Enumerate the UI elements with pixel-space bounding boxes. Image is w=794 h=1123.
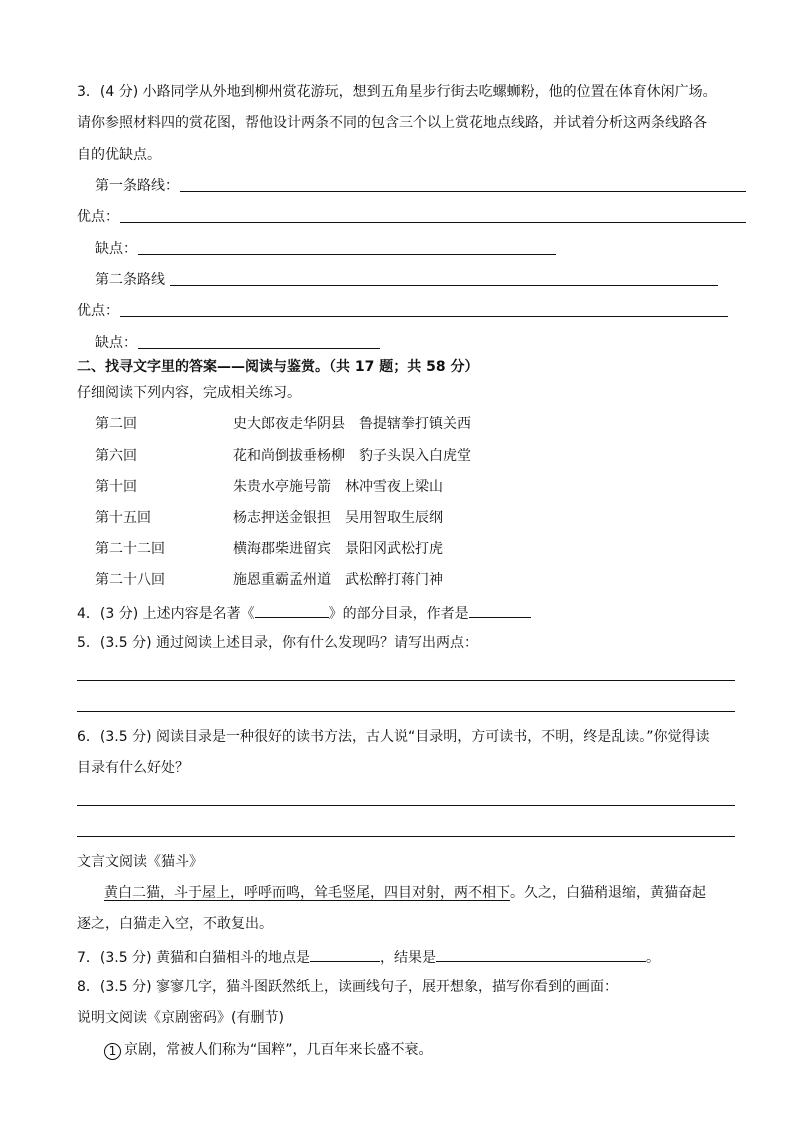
toc-title: 花和尚倒拔垂杨柳 豹子头误入白虎堂 [233,448,471,464]
route2-label: 第二条路线 [95,272,165,288]
q7-text [77,946,660,966]
q4-author-blank[interactable] [469,602,531,618]
q5-answer-line-1[interactable] [77,680,735,681]
route1-label: 第一条路线： [95,178,179,194]
q4-book-blank[interactable] [255,602,329,618]
toc-title: 横海郡柴进留宾 景阳冈武松打虎 [233,541,443,557]
cons2-label: 缺点： [95,335,137,351]
expository-title: 说明文阅读《京剧密码》(有删节) [77,1010,284,1026]
q4-text [77,602,531,622]
toc-chapter: 第六回 [95,448,137,464]
toc-chapter: 第二十二回 [95,541,165,557]
toc-chapter: 第十回 [95,479,137,495]
toc-row [0,446,794,466]
section-2-intro: 仔细阅读下列内容，完成相关练习。 [77,385,301,401]
q5-answer-line-2[interactable] [77,711,735,712]
toc-title: 史大郎夜走华阴县 鲁提辖拳打镇关西 [233,416,471,432]
q3-line-2: 请你参照材料四的赏花图，帮他设计两条不同的包含三个以上赏花地点线路，并试着分析这两条线路各 [77,115,707,131]
section-2-heading: 二、找寻文字里的答案——阅读与鉴赏。（共 17 题；共 58 分） [77,359,479,375]
toc-row [0,539,794,559]
toc-title: 朱贵水亭施号箭 林冲雪夜上梁山 [233,479,443,495]
underlined-sentence: 黄白二猫，斗于屋上，呼呼而鸣，耸毛竖尾，四目对射，两不相下 [104,885,510,901]
q6-line-1: 6．(3.5 分) 阅读目录是一种很好的读书方法，古人说“目录明，方可读书，不明，终是乱读。”你觉得读 [77,729,710,745]
expository-para-1-text: 京剧，常被人们称为“国粹”，几百年来长盛不衰。 [124,1042,433,1058]
pros2-answer-line[interactable] [120,316,728,317]
toc-row [0,508,794,528]
cons1-label: 缺点： [95,241,137,257]
q7-location-blank[interactable] [310,946,380,962]
q4-part-2: 》的部分目录，作者是 [328,606,469,622]
pros1-label: 优点： [77,209,119,225]
q4-part-1: 4．(3 分) 上述内容是名著《 [77,606,255,622]
pros1-answer-line[interactable] [120,222,746,223]
cons1-answer-line[interactable] [138,254,556,255]
route2-answer-line[interactable] [170,285,718,286]
q5-text: 5．(3.5 分) 通过阅读上述目录，你有什么发现吗？请写出两点： [77,635,478,651]
toc-row [0,477,794,497]
q6-answer-line-1[interactable] [77,805,735,806]
classical-rest: 。久之，白猫稍退缩，黄猫奋起 [510,885,706,901]
cons2-answer-line[interactable] [138,348,380,349]
toc-chapter: 第二回 [95,416,137,432]
classical-para-line-2: 逐之，白猫走入空，不敢复出。 [77,916,273,932]
q6-answer-line-2[interactable] [77,836,735,837]
pros2-label: 优点： [77,303,119,319]
toc-title: 杨志押送金银担 吴用智取生辰纲 [233,510,443,526]
toc-chapter: 第十五回 [95,510,151,526]
q8-text: 8．(3.5 分) 寥寥几字，猫斗图跃然纸上，读画线句子，展开想象，描写你看到的画面： [77,979,618,995]
toc-row [0,414,794,434]
q7-part-1: 7．(3.5 分) 黄猫和白猫相斗的地点是 [77,950,310,966]
toc-chapter: 第二十八回 [95,572,165,588]
q3-line-3: 自的优缺点。 [77,147,161,163]
route1-answer-line[interactable] [180,191,746,192]
q6-line-2: 目录有什么好处？ [77,760,189,776]
classical-title: 文言文阅读《猫斗》 [77,854,203,870]
q7-part-2: ，结果是 [380,950,436,966]
toc-row [0,570,794,590]
q3-line-1: 3．(4 分) 小路同学从外地到柳州赏花游玩，想到五角星步行街去吃螺蛳粉，他的位置在体育休闲广场。 [77,84,717,100]
toc-title: 施恩重霸孟州道 武松醉打蒋门神 [233,572,443,588]
q7-result-blank[interactable] [436,946,646,962]
q7-part-3: 。 [646,950,660,966]
paragraph-number: 1 [104,1043,121,1060]
expository-para-1 [104,1040,433,1060]
classical-para-line-1 [104,883,706,903]
